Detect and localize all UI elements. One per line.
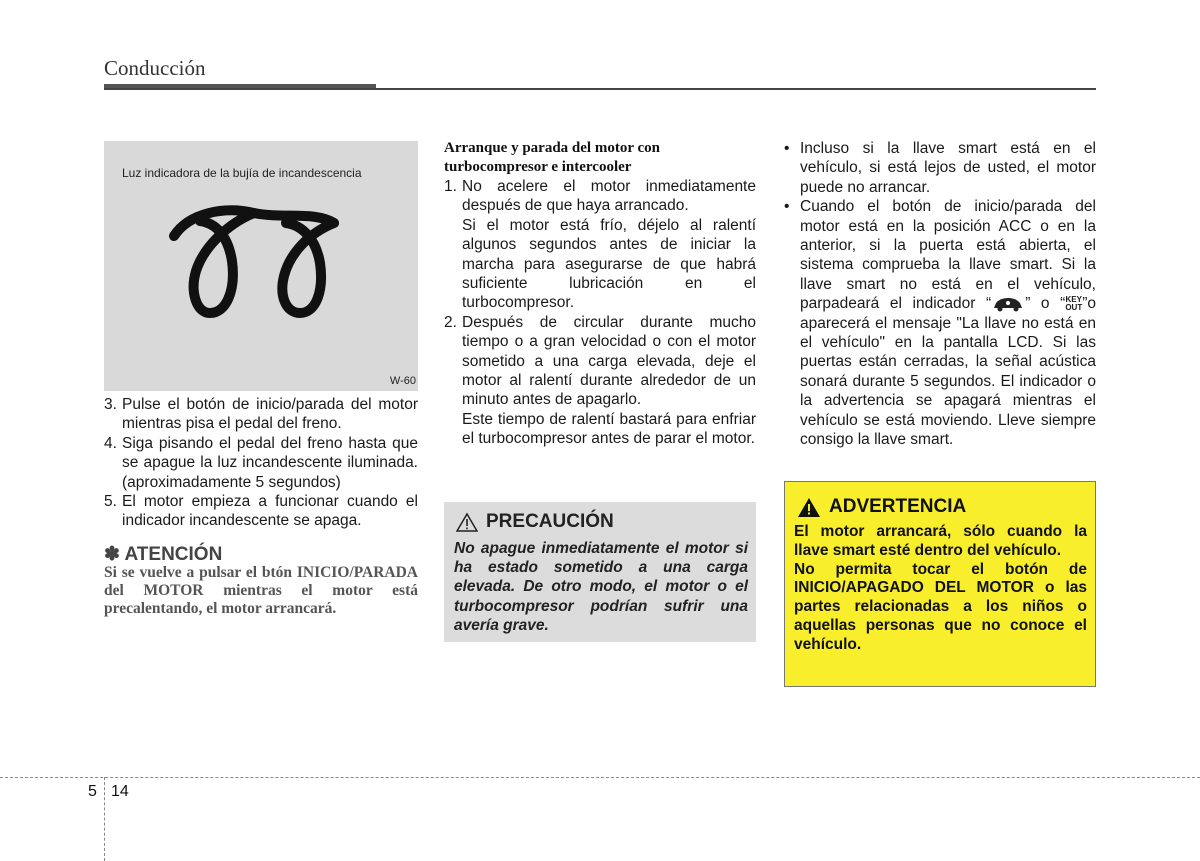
page-number: 14 — [111, 783, 129, 800]
warning-body — [794, 523, 1087, 655]
footer-divider — [0, 777, 1200, 778]
glow-plug-figure — [104, 141, 418, 391]
bullet-item — [784, 197, 1096, 449]
figure-code: W-60 — [389, 375, 416, 387]
bullet-text-part: ”o aparecerá el mensaje "La llave no está en el vehículo" en la pantalla LCD. Si las puertas están cerradas, la señal acústica sonará durante 5 segundos. El indicador o la advertencia se apagará mientras el vehículo se está moviendo. Lleve siempre consigo la llave smart. — [800, 295, 1096, 449]
bullet-icon: • — [784, 198, 790, 216]
key-out-indicator-icon — [1065, 296, 1082, 312]
keyout-top: KEY — [1065, 295, 1082, 305]
caution-box — [444, 502, 756, 642]
page-header-title: Conducción — [104, 56, 206, 80]
header-rule — [104, 88, 1096, 90]
bullet-item — [784, 139, 1096, 197]
step-number: 3. — [104, 396, 117, 413]
keyout-bottom: OUT — [1065, 303, 1083, 313]
bullet-text — [800, 197, 1096, 449]
asterisk-icon: ✽ — [104, 543, 120, 565]
car-key-indicator-icon — [991, 296, 1025, 312]
step-text: Después de circular durante mucho tiempo o a gran velocidad o con el motor sometido a una carga elevada, deje el motor al ralentí durante alrededor de un minuto antes de apagarlo. — [462, 313, 756, 409]
step-text: Siga pisando el pedal del freno hasta que se apague la luz incandescente iluminada. (aproximadamente 5 segundos) — [122, 434, 418, 491]
step-note: Este tiempo de ralentí bastará para enfriar el turbocompresor antes de parar el motor. — [462, 410, 756, 448]
bullet-text-part: ” o “ — [1025, 295, 1066, 313]
step-number: 5. — [104, 493, 117, 511]
column-2-text — [444, 139, 756, 449]
attention-title — [104, 545, 418, 564]
warning-title-text: ADVERTENCIA — [829, 496, 967, 517]
caution-body: No apague inmediatamente el motor si ha estado sometido a una carga elevada. De otro modo, el motor o el turbocompresor podrían sufrir una avería grave. — [454, 540, 748, 634]
step-5 — [104, 492, 418, 531]
caution-title — [456, 511, 614, 533]
caution-title-text: PRECAUCIÓN — [486, 511, 614, 532]
warning-paragraph: No permita tocar el botón de INICIO/APAGADO DEL MOTOR o las partes relacionadas a los niños o aquellas personas que no conoce el vehículo. — [794, 560, 1087, 653]
step-text: El motor empieza a funcionar cuando el indicador incandescente se apaga. — [122, 493, 418, 530]
warning-box — [784, 481, 1096, 687]
column-3-text — [784, 139, 1096, 450]
step-number: 2. — [444, 313, 457, 331]
step-text: No acelere el motor inmediatamente después de que haya arrancado. — [462, 178, 756, 215]
attention-body: Si se vuelve a pulsar el btón INICIO/PARADA del MOTOR mientras el motor está precalentando, el motor arrancará. — [104, 564, 418, 618]
step-4 — [104, 434, 418, 492]
step-3 — [104, 395, 418, 434]
step-2 — [444, 313, 756, 410]
warning-title — [797, 496, 966, 518]
footer-vertical-divider — [104, 777, 105, 861]
warning-triangle-icon — [797, 497, 821, 518]
warning-paragraph: El motor arrancará, sólo cuando la llave smart esté dentro del vehículo. — [794, 523, 1087, 559]
step-1 — [444, 177, 756, 216]
warning-triangle-icon — [456, 512, 478, 532]
figure-caption: Luz indicadora de la bujía de incandescencia — [122, 166, 362, 180]
step-note: Si el motor está frío, déjelo al ralentí algunos segundos antes de iniciar la marcha para asegurarse de que habrá suficiente lubricación en el turbocompresor. — [462, 216, 756, 312]
section-title: Arranque y parada del motor con turbocompresor e intercooler — [444, 140, 660, 175]
column-1-text — [104, 395, 418, 618]
step-number: 4. — [104, 434, 117, 452]
chapter-number: 5 — [88, 783, 97, 800]
step-number: 1. — [444, 178, 457, 195]
bullet-text: Incluso si la llave smart está en el vehículo, si está lejos de usted, el motor puede no arrancar. — [800, 140, 1096, 196]
bullet-icon: • — [784, 140, 790, 157]
bullet-text-part: Cuando el botón de inicio/parada del motor está en la posición ACC o en la anterior, si la puerta está abierta, el sistema comprueba la llave smart. Si la llave smart no está en el vehículo, parpadeará el indicador “ — [800, 198, 1096, 313]
step-text: Pulse el botón de inicio/parada del motor mientras pisa el pedal del freno. — [122, 396, 418, 433]
glow-plug-indicator-icon — [104, 141, 418, 391]
attention-title-text: ATENCIÓN — [124, 543, 223, 565]
